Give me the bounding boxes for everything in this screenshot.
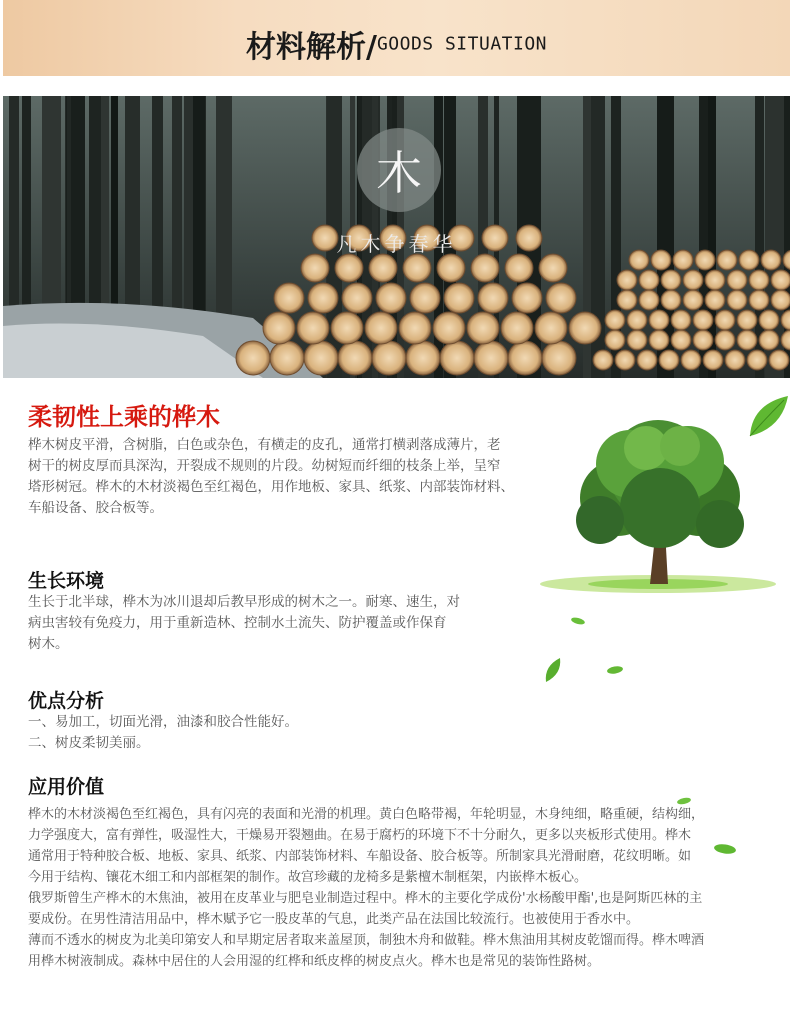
leaf-icon: [606, 664, 624, 676]
log-end: [749, 270, 769, 290]
value-line: 今用于结构、镶花木细工和内部框架的制作。故宫珍藏的龙椅多是紫檀木制框架，内嵌桦木板心。: [28, 870, 588, 885]
log-end: [725, 350, 745, 370]
advantages-title: 优点分析: [28, 690, 105, 712]
wood-badge-char: 木: [376, 146, 422, 200]
log-end: [683, 270, 703, 290]
log-end: [308, 283, 338, 313]
log-end: [297, 312, 329, 344]
log-end: [637, 350, 657, 370]
leaf-icon: [570, 616, 586, 626]
log-end: [369, 254, 397, 282]
intro-title: 柔韧性上乘的桦木: [28, 403, 220, 431]
log-end: [683, 290, 703, 310]
log-end: [335, 254, 363, 282]
log-end: [747, 350, 767, 370]
log-end: [512, 283, 542, 313]
log-end: [304, 341, 338, 375]
environment-text: [28, 592, 498, 655]
header-title-en: GOODS SITUATION: [376, 33, 548, 55]
log-end: [715, 310, 735, 330]
log-end: [376, 283, 406, 313]
environment-line: 生长于北半球，桦木为冰川退却后教早形成的树木之一。耐寒、速生，对: [28, 594, 460, 610]
log-end: [593, 350, 613, 370]
intro-line: 桦木树皮平滑，含树脂，白色或杂色，有横走的皮孔，通常打横剥落成薄片，老: [28, 437, 501, 453]
wood-badge: [357, 128, 441, 212]
log-end: [639, 270, 659, 290]
log-end: [749, 290, 769, 310]
log-end: [681, 350, 701, 370]
log-end: [342, 283, 372, 313]
log-end: [505, 254, 533, 282]
intro-text: [28, 435, 528, 519]
environment-title: 生长环境: [28, 570, 105, 592]
log-end: [759, 310, 779, 330]
advantages-text: [28, 712, 498, 754]
log-end: [471, 254, 499, 282]
log-end: [542, 341, 576, 375]
log-end: [617, 270, 637, 290]
log-end: [737, 310, 757, 330]
log-end: [661, 270, 681, 290]
environment-line: 病虫害较有免疫力，用于重新造林、控制水土流失、防护覆盖或作保育: [28, 615, 447, 631]
log-end: [236, 341, 270, 375]
log-end: [270, 341, 304, 375]
advantages-line: 二、树皮柔韧美丽。: [28, 735, 150, 751]
log-end: [467, 312, 499, 344]
forest-hero-image: [3, 96, 790, 378]
log-end: [649, 330, 669, 350]
log-end: [399, 312, 431, 344]
log-end: [274, 283, 304, 313]
environment-line: 树木。: [28, 636, 69, 652]
value-line: 用桦木树液制成。森林中居住的人会用湿的红桦和纸皮桦的树皮点火。桦木也是常见的装饰性路树。: [28, 954, 601, 969]
leaf-icon: [542, 656, 564, 684]
log-end: [693, 310, 713, 330]
log-end: [617, 290, 637, 310]
value-line: 桦木的木材淡褐色至红褐色，具有闪亮的表面和光滑的机理。黄白色略带褐，年轮明显，木身纯细，略重硬，结构细，: [28, 807, 705, 822]
value-line: 要成份。在男性清洁用品中，桦木赋予它一股皮革的气息，此类产品在法国比较流行。也被使用于香水中。: [28, 912, 640, 927]
log-end: [372, 341, 406, 375]
header-title-cn: 材料解析/: [245, 30, 377, 65]
log-end: [703, 350, 723, 370]
hero-slogan: 凡木争春华: [336, 232, 457, 256]
log-end: [478, 283, 508, 313]
value-line: 力学强度大，富有弹性，吸湿性大，干燥易开裂翘曲。在易于腐朽的环境下不十分耐久，更多以夹板形式使用。桦木: [28, 828, 692, 843]
log-end: [535, 312, 567, 344]
log-end: [338, 341, 372, 375]
log-end: [433, 312, 465, 344]
log-end: [627, 310, 647, 330]
leaf-icon: [746, 394, 790, 440]
log-end: [410, 283, 440, 313]
intro-line: 塔形树冠。桦木的木材淡褐色至红褐色，用作地板、家具、纸浆、内部装饰材料、: [28, 479, 514, 495]
log-end: [639, 290, 659, 310]
log-end: [406, 341, 440, 375]
log-end: [715, 330, 735, 350]
log-end: [627, 330, 647, 350]
log-end: [501, 312, 533, 344]
intro-line: 树干的树皮厚而具深沟，开裂成不规则的片段。幼树短而纤细的枝条上举，呈窄: [28, 458, 501, 474]
log-end: [759, 330, 779, 350]
tree-icon: [520, 388, 782, 620]
value-line: 俄罗斯曾生产桦木的木焦油，被用在皮革业与肥皂业制造过程中。桦木的主要化学成份'水杨酸甲酯',也是阿斯匹林的主: [28, 891, 703, 906]
value-text: [28, 804, 770, 972]
log-end: [539, 254, 567, 282]
log-end: [474, 341, 508, 375]
log-end: [727, 270, 747, 290]
log-end: [444, 283, 474, 313]
log-end: [771, 270, 790, 290]
log-end: [671, 330, 691, 350]
log-end: [671, 310, 691, 330]
header-banner: [3, 0, 790, 76]
log-end: [331, 312, 363, 344]
log-end: [301, 254, 329, 282]
log-end: [546, 283, 576, 313]
log-end: [661, 290, 681, 310]
value-line: 通常用于特种胶合板、地板、家具、纸浆、内部装饰材料、车船设备、胶合板等。所制家具光滑耐磨，花纹明晰。如: [28, 849, 692, 864]
value-title: 应用价值: [28, 776, 105, 798]
log-end: [737, 330, 757, 350]
value-line: 薄而不透水的树皮为北美印第安人和早期定居者取来盖屋顶，制独木舟和做鞋。桦木焦油用其树皮乾馏而得。桦木啤酒: [28, 933, 705, 948]
log-end: [440, 341, 474, 375]
log-end: [649, 310, 669, 330]
log-end: [508, 341, 542, 375]
log-end: [365, 312, 397, 344]
log-end: [769, 350, 789, 370]
intro-line: 车船设备、胶合板等。: [28, 500, 163, 516]
log-end: [263, 312, 295, 344]
log-end: [705, 290, 725, 310]
log-end: [403, 254, 431, 282]
log-end: [705, 270, 725, 290]
log-end: [437, 254, 465, 282]
header-title: [3, 22, 790, 66]
log-end: [727, 290, 747, 310]
advantages-line: 一、易加工，切面光滑，油漆和胶合性能好。: [28, 714, 298, 730]
log-end: [693, 330, 713, 350]
log-end: [569, 312, 601, 344]
log-end: [605, 310, 625, 330]
log-end: [771, 290, 790, 310]
log-end: [615, 350, 635, 370]
log-end: [605, 330, 625, 350]
log-end: [659, 350, 679, 370]
